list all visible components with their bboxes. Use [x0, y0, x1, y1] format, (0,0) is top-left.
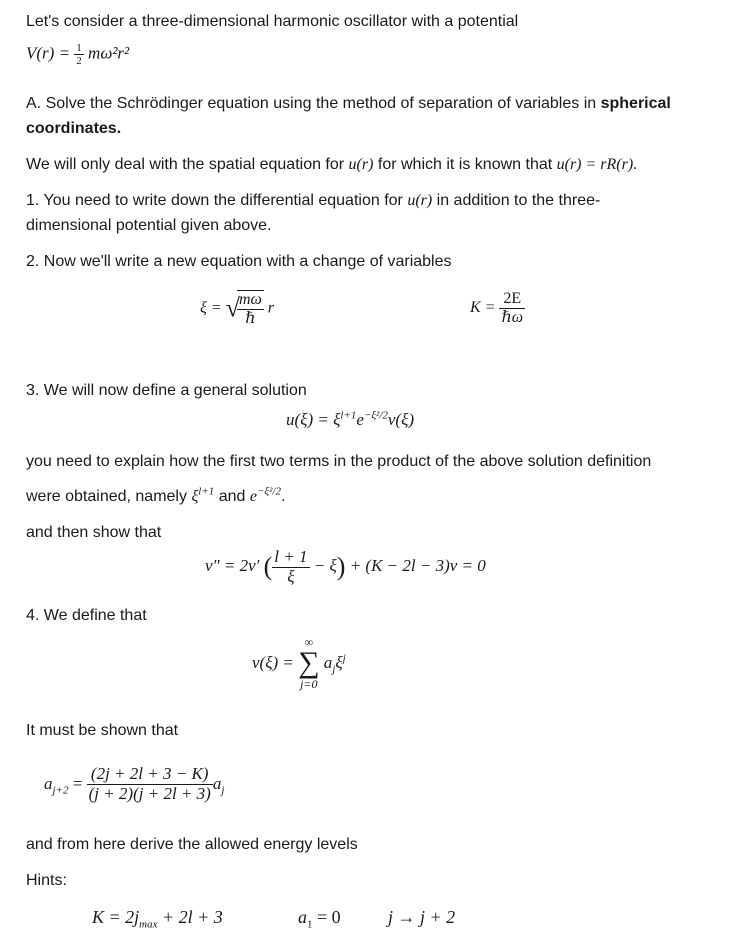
q1-a: 1. You need to write down the differential equation for [26, 192, 408, 209]
potential-rest: mω²r² [88, 43, 130, 63]
sum-sigma: ∑ [298, 646, 320, 679]
gs-rhs: v(ξ) [387, 410, 415, 429]
q1-line2: dimensional potential given above. [26, 217, 272, 234]
q1-line1 [26, 191, 600, 211]
rec-sub: j+2 [52, 784, 69, 797]
explain-eexp: −ξ²/2 [256, 485, 281, 498]
part-a-line2 [26, 119, 121, 139]
series-a: a [323, 653, 333, 672]
rec-aj-sub: j [221, 784, 225, 797]
rec-num: (2j + 2l + 3 − K) [87, 765, 213, 785]
rec-eq: = [72, 774, 83, 794]
derive-text: and from here derive the allowed energy levels [26, 836, 358, 853]
series-sub: j [332, 663, 336, 676]
hint-a1sub: 1 [307, 918, 313, 931]
explain-and: and [214, 488, 250, 505]
series-equation [252, 636, 346, 690]
gs-exp1: l+1 [340, 409, 357, 422]
hint-a1-equation [298, 907, 341, 931]
k-lhs: K = [470, 298, 496, 316]
series-sup: j [342, 652, 346, 665]
k-fraction [499, 290, 525, 326]
hint-jmap: j → j + 2 [388, 907, 456, 927]
explain-xi: ξ [191, 488, 199, 505]
part-a-text [26, 94, 671, 114]
sum-operator [298, 636, 319, 690]
series-term [323, 652, 346, 676]
potential-lhs: V(r) = [26, 43, 71, 63]
potential-equation [26, 42, 129, 67]
ode-rhs: + (K − 2l − 3)v = 0 [349, 556, 486, 576]
ode-mid: − ξ [313, 556, 337, 576]
sum-bottom: j=0 [300, 677, 318, 691]
part-a-bold1: spherical [600, 95, 671, 112]
explain-e: e [249, 488, 257, 505]
xi-lhs: ξ = [200, 299, 222, 317]
half-num: 1 [76, 42, 82, 54]
q3-text: 3. We will now define a general solution [26, 382, 307, 399]
half-den: 2 [76, 55, 82, 68]
spatial-text [26, 155, 637, 175]
hint-k-equation [92, 907, 223, 931]
hint-a1: a [298, 907, 307, 927]
intro-text: Let's consider a three-dimensional harmonic oscillator with a potential [26, 13, 519, 30]
explain-dot: . [280, 488, 286, 505]
k-den: ℏω [501, 308, 524, 326]
explain-line1: you need to explain how the first two terms in the product of the above solution definition [26, 453, 652, 470]
ode-den: ξ [287, 566, 295, 586]
hint-a1rest: = 0 [312, 907, 341, 927]
hint-krest: + 2l + 3 [157, 907, 223, 927]
spatial-b: for which it is known that [373, 156, 557, 173]
half-fraction [74, 42, 84, 67]
recursion-equation [44, 765, 224, 803]
ode-lhs: v″ = 2v′ [205, 556, 260, 576]
ode-num: l + 1 [274, 547, 308, 566]
xi-definition [200, 290, 274, 327]
must-text: It must be shown that [26, 722, 179, 739]
xi-fraction [237, 290, 264, 327]
sum-top: ∞ [304, 635, 314, 649]
gs-lhs: u(ξ) = ξ [286, 410, 341, 429]
xi-num: mω [238, 291, 262, 308]
series-xi: ξ [335, 653, 343, 672]
general-solution [286, 410, 414, 430]
sqrt-sign: √ [225, 293, 240, 323]
xi-r: r [267, 299, 275, 317]
explain-a: were obtained, namely [26, 488, 192, 505]
rec-aj-a: a [212, 774, 222, 794]
ode-fraction [272, 548, 309, 586]
q4-text: 4. We define that [26, 607, 147, 624]
q1-b: in addition to the three- [432, 192, 601, 209]
rec-lhs [44, 774, 69, 797]
gs-exp2: −ξ²/2 [363, 409, 388, 422]
xi-den: ℏ [245, 309, 256, 327]
ode-rparen: ) [336, 552, 346, 582]
hint-kmax: max [139, 918, 158, 931]
hint-jmap-equation [388, 907, 455, 928]
hints-label: Hints: [26, 872, 67, 889]
k-definition [470, 290, 525, 326]
ode-equation [205, 548, 486, 586]
explain-line2 [26, 487, 285, 507]
spatial-rel: u(r) = rR(r). [556, 156, 638, 173]
q1-u: u(r) [407, 192, 433, 209]
rec-den: (j + 2)(j + 2l + 3) [88, 783, 211, 803]
rec-fraction [87, 765, 213, 803]
series-lhs: v(ξ) = [252, 653, 294, 672]
spatial-a: We will only deal with the spatial equation for [26, 156, 349, 173]
rec-aj [212, 774, 225, 797]
rec-a: a [44, 774, 53, 794]
k-num: 2E [499, 290, 525, 309]
explain-exp: l+1 [198, 485, 215, 498]
gs-e: e [356, 410, 364, 429]
show-text: and then show that [26, 524, 162, 541]
part-a-bold2: coordinates. [26, 120, 122, 137]
ode-lparen: ( [263, 552, 273, 582]
hint-k: K = 2j [92, 907, 140, 927]
part-a-main: A. Solve the Schrödinger equation using the method of separation of variables in [26, 95, 601, 112]
q2-text: 2. Now we'll write a new equation with a change of variables [26, 253, 452, 270]
spatial-u: u(r) [348, 156, 374, 173]
